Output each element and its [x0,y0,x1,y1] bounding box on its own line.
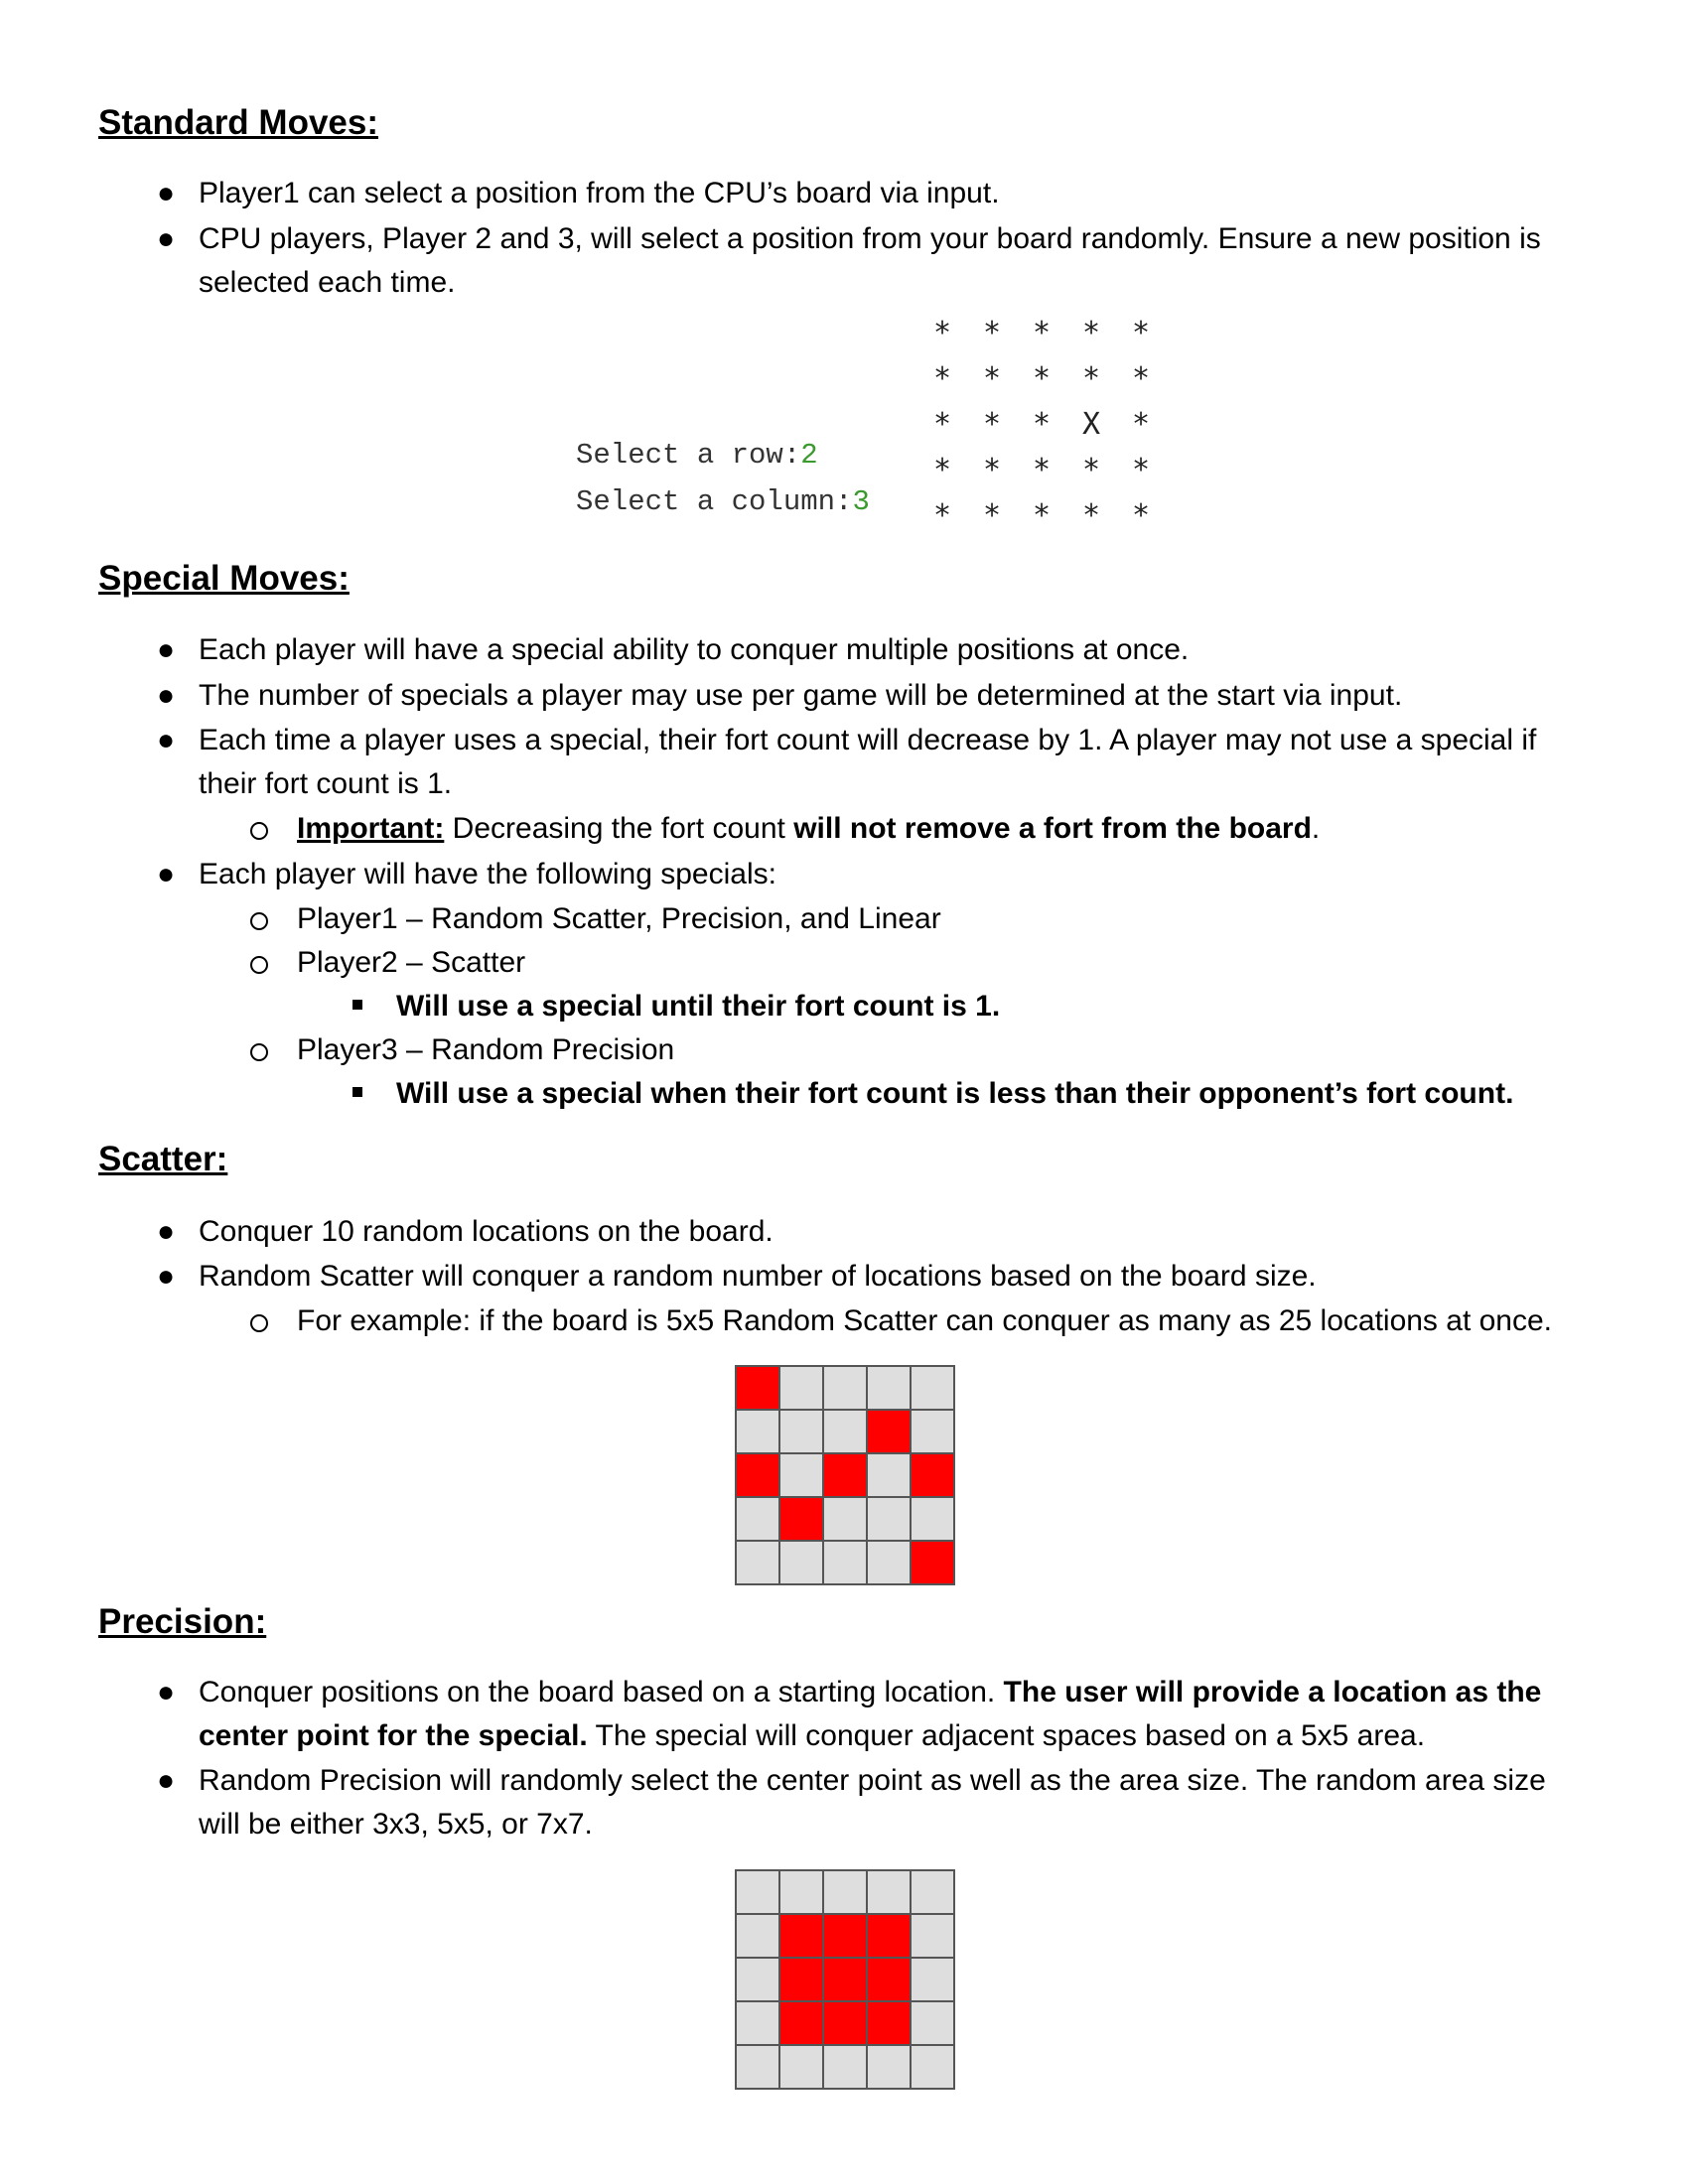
board-row [933,407,1182,453]
prompt-column [576,485,870,518]
player3-specials: Player3 – Random Precision [297,1033,675,1066]
bullet-icon: ● [157,1676,176,1708]
bullet-icon: ● [157,679,176,712]
empty-cell [737,2046,778,2088]
empty-cell [912,1959,953,2000]
board-cell: * [983,407,1002,442]
empty-cell [780,1411,822,1452]
prompt-row [576,439,818,472]
empty-cell [780,1871,822,1913]
empty-cell [912,1915,953,1957]
player2-rule: Will use a special until their fort count is 1. [396,990,1001,1023]
board-cell: * [933,453,952,487]
empty-cell [868,2046,910,2088]
conquered-cell [912,1454,953,1496]
board-row [933,316,1182,361]
special-bullet-3-line2: their fort count is 1. [199,767,453,800]
board-row [933,453,1182,498]
board-cell: * [983,498,1002,533]
square-bullet-icon [352,1087,362,1097]
conquered-cell [868,1959,910,2000]
square-bullet-icon [352,1000,362,1010]
special-bullet-1: Each player will have a special ability to conquer multiple positions at once. [199,633,1190,666]
bullet-icon: ● [157,1215,176,1248]
conquered-cell [868,1411,910,1452]
board-cell: * [1033,316,1052,350]
conquered-cell [824,1915,866,1957]
conquered-cell [912,1542,953,1583]
board-cell: * [1033,361,1052,396]
precision-bullet-2-line2: will be either 3x3, 5x5, or 7x7. [199,1808,593,1841]
empty-cell [737,1959,778,2000]
standard-bullet-1: Player1 can select a position from the CPU’s board via input. [199,177,1000,209]
standard-bullet-2-line1: CPU players, Player 2 and 3, will select a position from your board randomly. Ensure a new position is [199,222,1541,255]
board-cell: * [1132,361,1151,396]
board-cell: * [1082,498,1101,533]
empty-cell [780,1454,822,1496]
empty-cell [737,1915,778,1957]
precision-heading: Precision: [98,1602,267,1641]
conquered-cell [824,1454,866,1496]
empty-cell [868,1542,910,1583]
board-cell: * [983,361,1002,396]
special-bullet-2: The number of specials a player may use per game will be determined at the start via input. [199,679,1403,712]
empty-cell [824,1498,866,1540]
precision-bullet-1-line2 [199,1714,1425,1758]
board-cell: * [1033,498,1052,533]
empty-cell [912,2046,953,2088]
empty-cell [912,2002,953,2044]
conquered-cell [737,1367,778,1409]
precision-b1-text: Conquer positions on the board based on a starting location. [199,1676,1004,1708]
important-bold: will not remove a fort from the board [793,812,1312,845]
empty-cell [737,1411,778,1452]
sub-bullet-icon [250,912,268,930]
conquered-cell [824,1959,866,2000]
precision-b1-bold2: center point for the special. [199,1719,588,1752]
board-cell: * [983,453,1002,487]
empty-cell [868,1367,910,1409]
conquered-cell [780,1959,822,2000]
standard-bullet-2-line2: selected each time. [199,266,456,299]
board-cell: * [933,498,952,533]
sub-bullet-icon [250,1043,268,1061]
board-cell: * [1082,361,1101,396]
board-cell: * [933,407,952,442]
empty-cell [824,1411,866,1452]
important-end: . [1311,812,1321,845]
scatter-example: For example: if the board is 5x5 Random Scatter can conquer as many as 25 locations at once. [297,1304,1553,1337]
empty-cell [824,1542,866,1583]
sub-bullet-icon [250,956,268,974]
board-cell: * [1082,316,1101,350]
important-label: Important: [297,812,445,845]
board-cell: * [933,316,952,350]
standard-moves-heading: Standard Moves: [98,103,378,142]
empty-cell [912,1411,953,1452]
empty-cell [912,1498,953,1540]
bullet-icon: ● [157,1764,176,1797]
board-cell: * [983,316,1002,350]
board-display [933,316,1182,544]
bullet-icon: ● [157,1260,176,1293]
board-cell: * [1132,498,1151,533]
precision-b1-bold: The user will provide a location as the [1003,1676,1542,1708]
scatter-grid [735,1365,955,1585]
empty-cell [912,1367,953,1409]
board-cell: X [1082,407,1101,442]
bullet-icon: ● [157,177,176,209]
precision-b1-text2: The special will conquer adjacent spaces based on a 5x5 area. [587,1719,1426,1752]
board-cell: * [1132,316,1151,350]
precision-grid [735,1869,955,2090]
bullet-icon: ● [157,222,176,255]
special-bullet-3-line1: Each time a player uses a special, their fort count will decrease by 1. A player may not use a special if [199,724,1537,756]
prompt-col-value: 3 [852,485,870,518]
empty-cell [868,1498,910,1540]
conquered-cell [868,1915,910,1957]
conquered-cell [868,2002,910,2044]
scatter-bullet-2: Random Scatter will conquer a random number of locations based on the board size. [199,1260,1317,1293]
prompt-row-value: 2 [800,439,818,472]
board-cell: * [1033,453,1052,487]
conquered-cell [824,2002,866,2044]
precision-bullet-2-line1: Random Precision will randomly select the center point as well as the area size. The random area size [199,1764,1546,1797]
precision-bullet-1-line1 [199,1671,1541,1714]
empty-cell [912,1871,953,1913]
sub-bullet-icon [250,1314,268,1332]
empty-cell [868,1871,910,1913]
empty-cell [780,1367,822,1409]
important-text: Decreasing the fort count [444,812,794,845]
board-row [933,361,1182,407]
scatter-bullet-1: Conquer 10 random locations on the board. [199,1215,774,1248]
empty-cell [868,1454,910,1496]
sub-bullet-icon [250,822,268,840]
board-row [933,498,1182,544]
empty-cell [824,2046,866,2088]
empty-cell [737,1498,778,1540]
special-moves-heading: Special Moves: [98,559,350,598]
conquered-cell [780,2002,822,2044]
prompt-col-label: Select a column: [576,485,853,518]
scatter-heading: Scatter: [98,1140,228,1178]
prompt-row-label: Select a row: [576,439,801,472]
player1-specials: Player1 – Random Scatter, Precision, and Linear [297,902,941,935]
empty-cell [824,1871,866,1913]
empty-cell [737,2002,778,2044]
bullet-icon: ● [157,858,176,890]
empty-cell [780,2046,822,2088]
bullet-icon: ● [157,633,176,666]
conquered-cell [780,1915,822,1957]
player2-specials: Player2 – Scatter [297,946,526,979]
empty-cell [737,1871,778,1913]
conquered-cell [780,1498,822,1540]
empty-cell [737,1542,778,1583]
empty-cell [780,1542,822,1583]
bullet-icon: ● [157,724,176,756]
conquered-cell [737,1454,778,1496]
board-cell: * [1132,453,1151,487]
special-bullet-4: Each player will have the following specials: [199,858,776,890]
board-cell: * [933,361,952,396]
board-cell: * [1033,407,1052,442]
board-cell: * [1132,407,1151,442]
empty-cell [824,1367,866,1409]
important-note [297,807,1320,851]
player3-rule: Will use a special when their fort count is less than their opponent’s fort count. [396,1077,1514,1110]
board-cell: * [1082,453,1101,487]
